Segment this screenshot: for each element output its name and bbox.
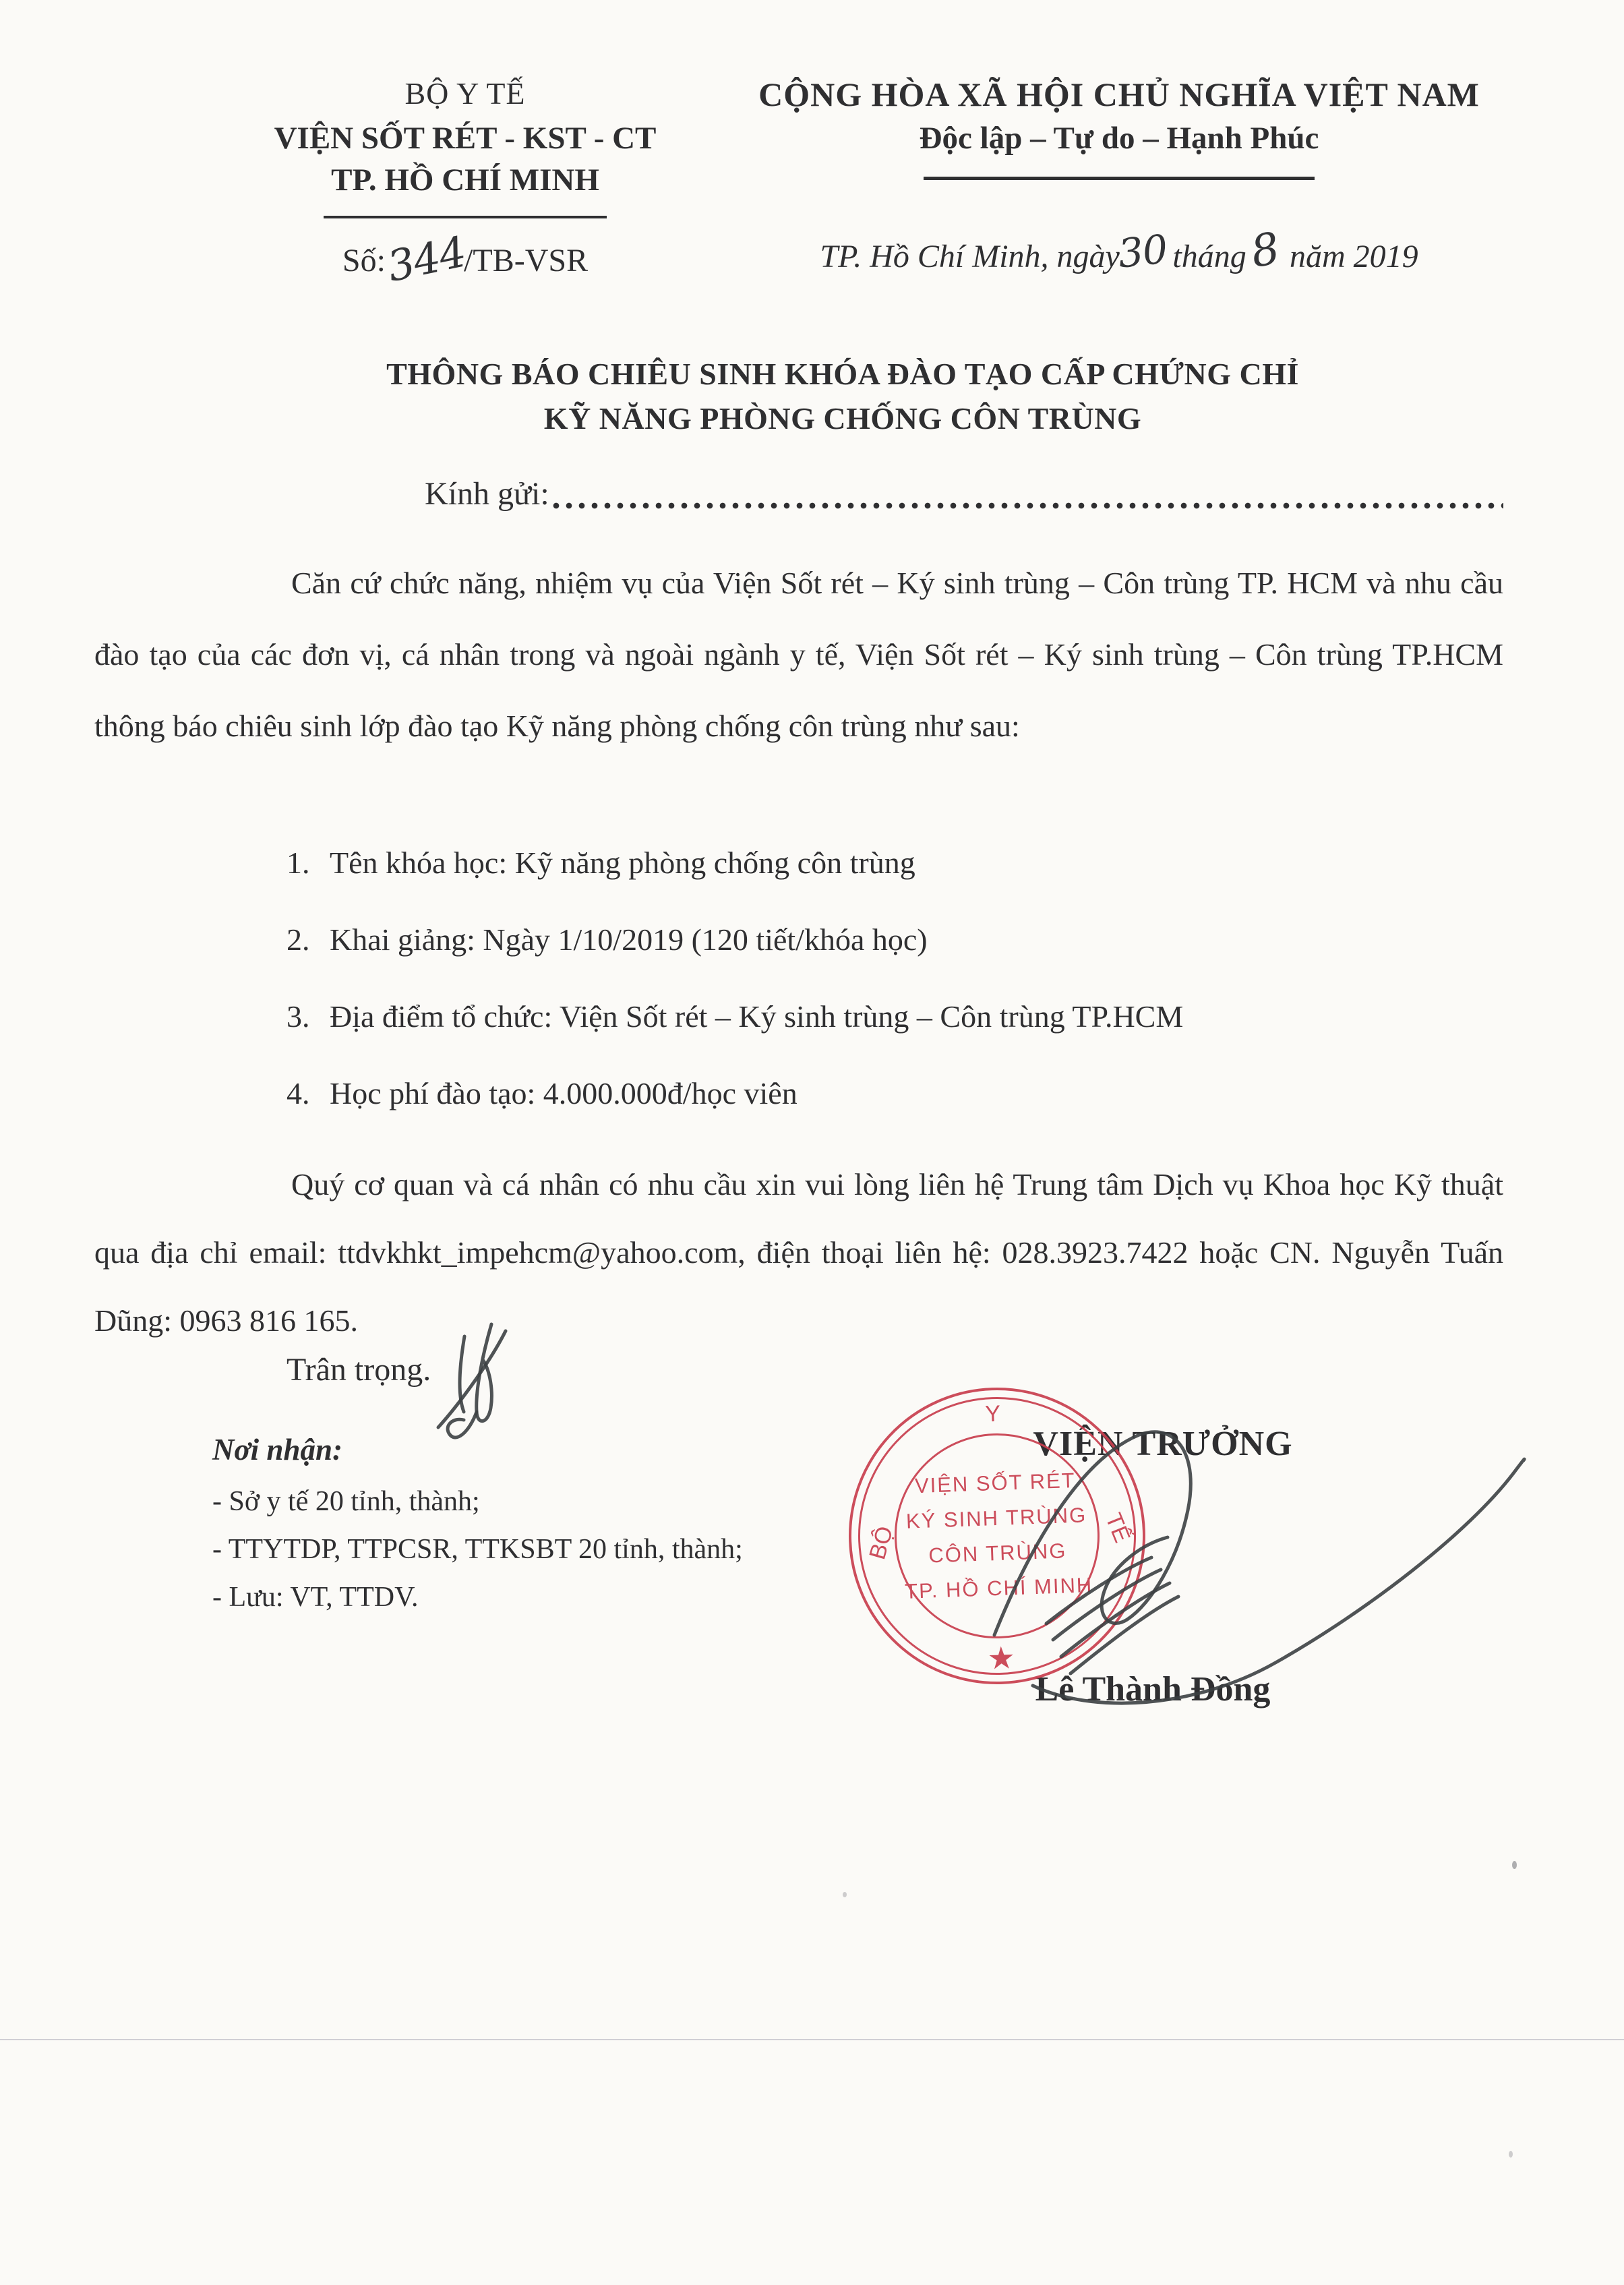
document-title xyxy=(115,352,1571,441)
stamp-text-line: KÝ SINH TRÙNG xyxy=(905,1503,1087,1533)
dateline-suffix: năm 2019 xyxy=(1289,239,1418,274)
recipients-block xyxy=(212,1431,743,1622)
signer-title: VIỆN TRƯỞNG xyxy=(1033,1425,1293,1463)
place-and-date-line xyxy=(735,223,1503,280)
national-motto-line2: Độc lập – Tự do – Hạnh Phúc xyxy=(919,121,1319,156)
list-item xyxy=(287,1073,1507,1150)
course-info-list xyxy=(287,843,1507,1150)
issuing-agency-block xyxy=(182,74,748,292)
stamp-arc-text-left: BỘ xyxy=(864,1523,899,1563)
dateline-thang: tháng xyxy=(1172,239,1246,274)
list-item-text: Học phí đào tạo: 4.000.000đ/học viên xyxy=(330,1076,798,1110)
document-number xyxy=(182,227,748,292)
dateline-day-handwritten: 30 xyxy=(1116,226,1170,277)
salutation-label: Kính gửi: xyxy=(425,476,549,512)
list-item-number: 4. xyxy=(287,1076,310,1110)
stamp-text-line: VIỆN SỐT RÉT xyxy=(914,1468,1077,1498)
ministry-name: BỘ Y TẾ xyxy=(404,76,526,111)
dateline-month-handwritten: 8 xyxy=(1246,223,1283,278)
header-left-rule xyxy=(324,216,607,218)
list-item xyxy=(287,920,1507,997)
recipients-label: Nơi nhận: xyxy=(212,1433,342,1466)
institute-city: TP. HỒ CHÍ MINH xyxy=(331,162,599,198)
body-paragraph-1: Căn cứ chức năng, nhiệm vụ của Viện Sốt rét – Ký sinh trùng – Côn trùng TP. HCM và nhu cầu đào tạo của các đơn vị, cá nhân trong và ngoài ngành y tế, Viện Sốt rét – Ký sinh trùng – Côn trùng TP.HCM thông báo chiêu sinh lớp đào tạo Kỹ năng phòng chống côn trùng như sau: xyxy=(94,566,1503,743)
stamp-arc-text-top: Y xyxy=(984,1400,1001,1427)
document-title-line2: KỸ NĂNG PHÒNG CHỐNG CÔN TRÙNG xyxy=(543,401,1142,436)
director-signature xyxy=(856,1396,1557,1706)
scan-fold-line xyxy=(0,2039,1624,2040)
dateline-prefix: TP. Hồ Chí Minh, ngày xyxy=(820,239,1120,274)
list-item-text: Địa điểm tổ chức: Viện Sốt rét – Ký sinh trùng – Côn trùng TP.HCM xyxy=(330,999,1184,1034)
stamp-arc-text-right: TẾ xyxy=(1100,1509,1135,1547)
stamp-text-line: TP. HỒ CHÍ MINH xyxy=(904,1573,1093,1603)
list-item xyxy=(287,997,1507,1073)
scan-speck xyxy=(1509,2151,1513,2158)
list-item-text: Tên khóa học: Kỹ năng phòng chống côn trùng xyxy=(330,845,915,880)
salutation-line xyxy=(425,473,1503,515)
list-item-number: 3. xyxy=(287,999,310,1034)
document-number-handwritten: 344 xyxy=(383,227,471,292)
closing-phrase: Trân trọng. xyxy=(287,1352,431,1388)
body-paragraph-2: Quý cơ quan và cá nhân có nhu cầu xin vui lòng liên hệ Trung tâm Dịch vụ Khoa học Kỹ thuật qua địa chỉ email: ttdvkhkt_impehcm@yahoo.com, điện thoại liên hệ: 028.3923.7422 hoặc CN. Nguyễn Tuấn Dũng: 0963 816 165. xyxy=(94,1167,1503,1338)
list-item-text: Khai giảng: Ngày 1/10/2019 (120 tiết/khóa học) xyxy=(330,922,928,957)
recipient-line: - Sở y tế 20 tỉnh, thành; xyxy=(212,1486,480,1517)
list-item-number: 2. xyxy=(287,922,310,957)
national-motto-line1: CỘNG HÒA XÃ HỘI CHỦ NGHĨA VIỆT NAM xyxy=(758,76,1480,113)
document-number-suffix: /TB-VSR xyxy=(464,243,589,278)
stamp-star-icon: ★ xyxy=(986,1640,1016,1676)
recipients-list xyxy=(212,1478,743,1622)
institute-name: VIỆN SỐT RÉT - KST - CT xyxy=(274,121,657,156)
dotted-fill-line xyxy=(552,502,1503,510)
scan-speck xyxy=(1512,1861,1517,1869)
signer-name: Lê Thành Đồng xyxy=(1035,1670,1271,1709)
national-motto-block xyxy=(735,74,1503,280)
list-item xyxy=(287,843,1507,920)
document-title-line1: THÔNG BÁO CHIÊU SINH KHÓA ĐÀO TẠO CẤP CHỨNG CHỈ xyxy=(386,357,1299,391)
recipient-line: - Lưu: VT, TTDV. xyxy=(212,1582,419,1613)
scan-speck xyxy=(843,1892,847,1897)
document-number-prefix: Số: xyxy=(342,243,386,278)
header-right-rule xyxy=(924,177,1315,180)
stamp-text-line: CÔN TRÙNG xyxy=(928,1539,1068,1568)
recipient-line: - TTYTDP, TTPCSR, TTKSBT 20 tỉnh, thành; xyxy=(212,1534,743,1565)
list-item-number: 1. xyxy=(287,845,310,880)
